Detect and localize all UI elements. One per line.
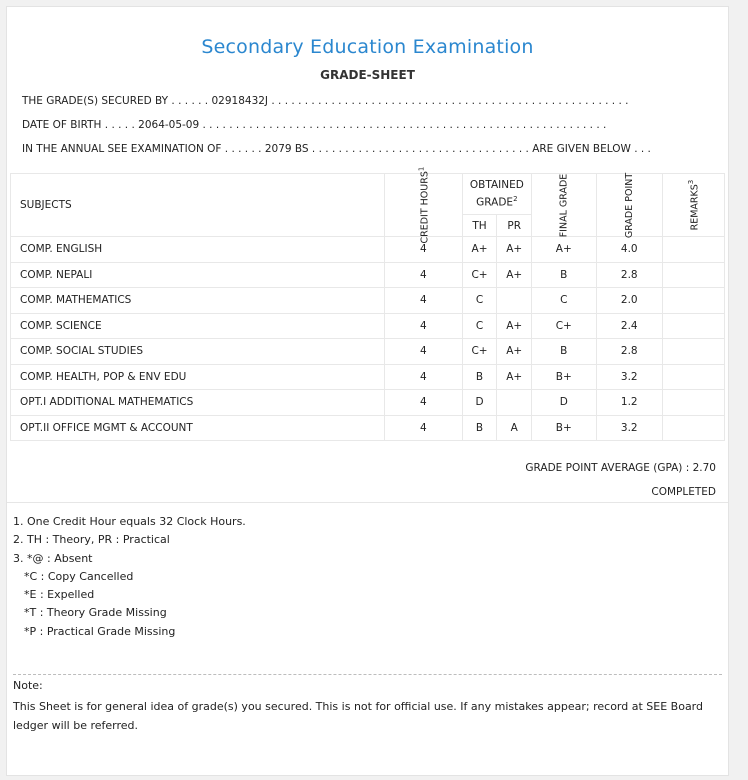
final-grade-cell: B+ — [532, 415, 597, 441]
credit-hours-cell: 4 — [384, 390, 462, 416]
final-grade-cell: B — [532, 339, 597, 365]
practical-grade-cell: A+ — [497, 262, 532, 288]
table-row — [11, 390, 725, 416]
table-row — [11, 313, 725, 339]
theory-grade-cell: C — [462, 288, 497, 314]
theory-grade-cell: B — [462, 364, 497, 390]
table-header-row — [11, 174, 725, 215]
subjects-header: SUBJECTS — [11, 174, 385, 237]
grades-table — [10, 166, 725, 441]
date-of-birth-line: DATE OF BIRTH . . . . . 2064-05-09 . . . . . . . . . . . . . . . . . . . . . . . . . . . . . . . . . . . . . . . . . . . . . . . . . . . . . . . . . . . . . — [22, 119, 607, 131]
credit-hours-cell: 4 — [384, 339, 462, 365]
grade-rows — [11, 237, 725, 441]
table-row — [11, 237, 725, 263]
grade-point-cell: 3.2 — [596, 415, 662, 441]
remarks-cell — [662, 415, 724, 441]
result-status: COMPLETED — [651, 486, 716, 498]
page-title: Secondary Education Examination — [201, 36, 534, 58]
practical-grade-cell — [497, 288, 532, 314]
table-row — [11, 339, 725, 365]
footnotes — [13, 513, 246, 641]
theory-grade-cell: C+ — [462, 262, 497, 288]
final-grade-cell: C — [532, 288, 597, 314]
practical-grade-cell — [497, 390, 532, 416]
practical-grade-cell: A+ — [497, 237, 532, 263]
subject-cell: COMP. NEPALI — [11, 262, 385, 288]
remarks-header: REMARKS$^3$ — [662, 174, 724, 237]
gpa-summary: GRADE POINT AVERAGE (GPA) : 2.70 — [525, 462, 716, 474]
final-grade-cell: C+ — [532, 313, 597, 339]
subject-cell: COMP. HEALTH, POP & ENV EDU — [11, 364, 385, 390]
dashed-divider — [13, 674, 722, 675]
footnote-item: *C : Copy Cancelled — [24, 569, 134, 583]
grade-point-cell: 4.0 — [596, 237, 662, 263]
credit-hours-cell: 4 — [384, 288, 462, 314]
grade-point-cell: 2.8 — [596, 262, 662, 288]
page-subtitle: GRADE-SHEET — [320, 68, 415, 82]
theory-grade-cell: B — [462, 415, 497, 441]
grade-point-header: GRADE POINT — [596, 174, 662, 237]
grade-point-cell: 2.0 — [596, 288, 662, 314]
final-grade-cell: B — [532, 262, 597, 288]
footnote-item: 2. TH : Theory, PR : Practical — [13, 533, 170, 547]
credit-hours-cell: 4 — [384, 313, 462, 339]
subject-cell: COMP. SOCIAL STUDIES — [11, 339, 385, 365]
remarks-cell — [662, 237, 724, 263]
grade-secured-line: THE GRADE(S) SECURED BY . . . . . . 02918432J . . . . . . . . . . . . . . . . . . . . . . . . . . . . . . . . . . . . . . . . . . . . . . . . . . . . . . — [22, 95, 629, 107]
th-header: TH — [462, 215, 497, 237]
grade-point-cell: 2.4 — [596, 313, 662, 339]
obtained-grade-header: OBTAINED GRADE$^2$ — [462, 174, 531, 215]
remarks-cell — [662, 339, 724, 365]
grade-point-cell: 1.2 — [596, 390, 662, 416]
credit-hours-cell: 4 — [384, 415, 462, 441]
remarks-cell — [662, 262, 724, 288]
theory-grade-cell: D — [462, 390, 497, 416]
note-body: This Sheet is for general idea of grade(s) you secured. This is not for official use. If any mistakes appear; record at SEE Board ledger will be referred. — [13, 700, 703, 732]
final-grade-header: FINAL GRADE — [532, 174, 597, 237]
grade-sheet-panel — [6, 6, 729, 776]
remarks-cell — [662, 390, 724, 416]
subject-cell: COMP. SCIENCE — [11, 313, 385, 339]
subject-cell: OPT.II OFFICE MGMT & ACCOUNT — [11, 415, 385, 441]
practical-grade-cell: A+ — [497, 364, 532, 390]
practical-grade-cell: A+ — [497, 339, 532, 365]
footnote-item: *T : Theory Grade Missing — [24, 606, 167, 620]
credit-hours-header: CREDIT HOURS$^1$ — [384, 174, 462, 237]
practical-grade-cell: A+ — [497, 313, 532, 339]
table-row — [11, 415, 725, 441]
section-divider — [7, 502, 728, 503]
footnote-item: 1. One Credit Hour equals 32 Clock Hours. — [13, 515, 246, 528]
final-grade-cell: A+ — [532, 237, 597, 263]
grade-point-cell: 2.8 — [596, 339, 662, 365]
footnote-item: *P : Practical Grade Missing — [24, 624, 176, 638]
remarks-cell — [662, 288, 724, 314]
pr-header: PR — [497, 215, 532, 237]
table-row — [11, 288, 725, 314]
remarks-cell — [662, 364, 724, 390]
table-row — [11, 364, 725, 390]
note-heading: Note: — [13, 679, 43, 692]
table-row — [11, 262, 725, 288]
subject-cell: COMP. MATHEMATICS — [11, 288, 385, 314]
footnote-item: 3. *@ : Absent — [13, 551, 93, 565]
practical-grade-cell: A — [497, 415, 532, 441]
credit-hours-cell: 4 — [384, 237, 462, 263]
exam-line: IN THE ANNUAL SEE EXAMINATION OF . . . . . . 2079 BS . . . . . . . . . . . . . . . . . . . . . . . . . . . . . . . . . ARE GIVEN BELOW . . . — [22, 143, 651, 155]
theory-grade-cell: C+ — [462, 339, 497, 365]
theory-grade-cell: C — [462, 313, 497, 339]
grade-point-cell: 3.2 — [596, 364, 662, 390]
credit-hours-cell: 4 — [384, 262, 462, 288]
subject-cell: COMP. ENGLISH — [11, 237, 385, 263]
remarks-cell — [662, 313, 724, 339]
final-grade-cell: D — [532, 390, 597, 416]
theory-grade-cell: A+ — [462, 237, 497, 263]
final-grade-cell: B+ — [532, 364, 597, 390]
credit-hours-cell: 4 — [384, 364, 462, 390]
footnote-item: *E : Expelled — [24, 588, 95, 602]
subject-cell: OPT.I ADDITIONAL MATHEMATICS — [11, 390, 385, 416]
